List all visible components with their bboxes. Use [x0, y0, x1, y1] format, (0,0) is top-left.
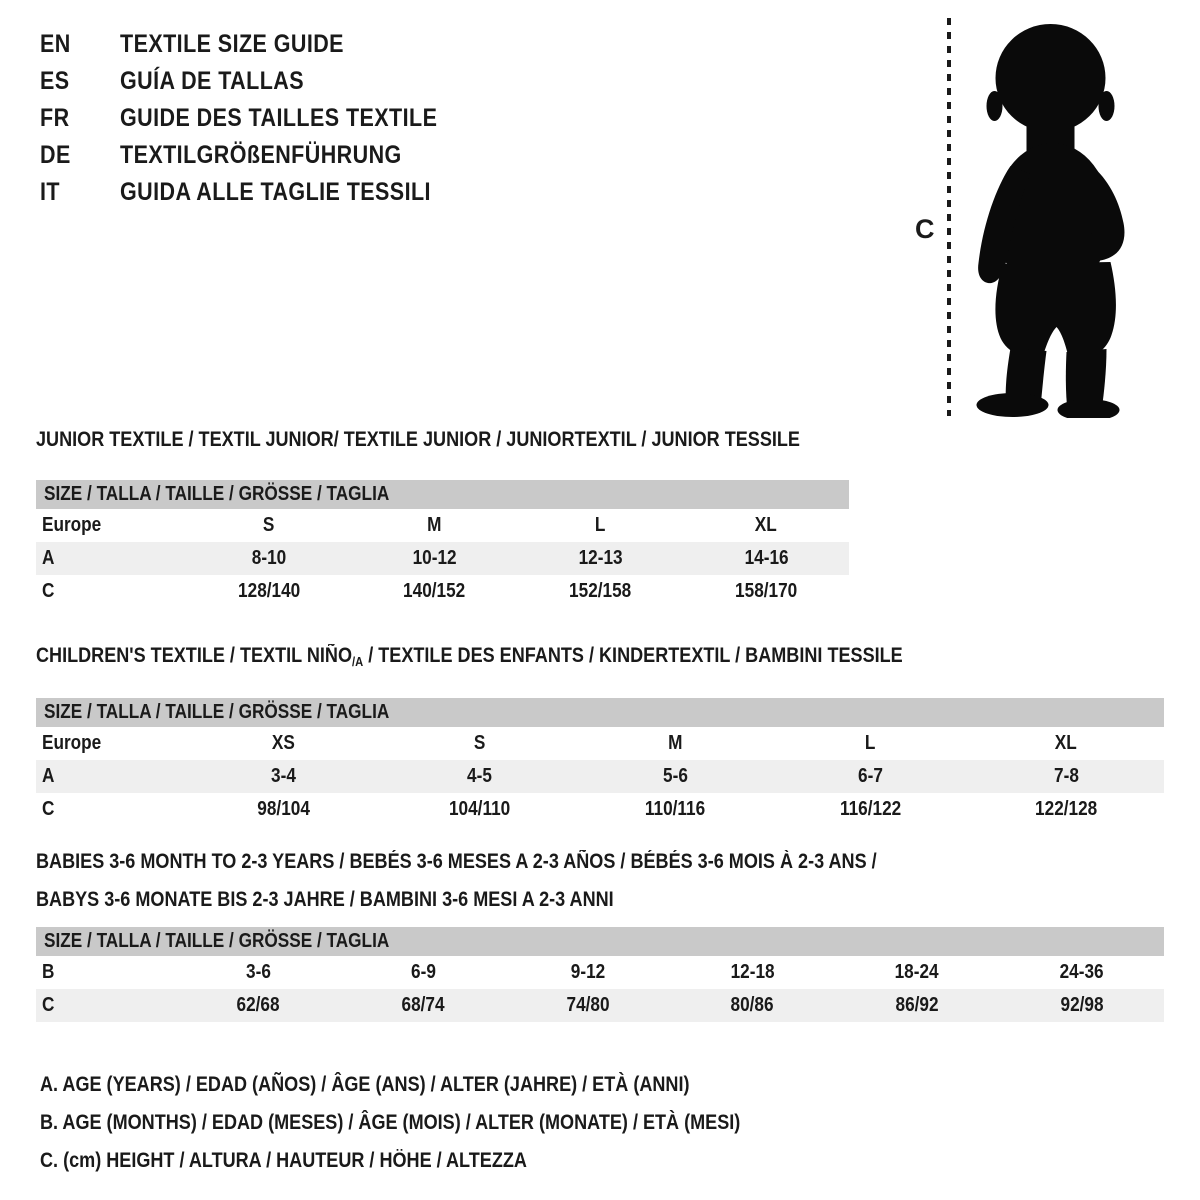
junior-textile-section — [36, 428, 849, 608]
measurement-legend — [40, 1066, 854, 1180]
babies-section-title: BABIES 3-6 MONTH TO 2-3 YEARS / BEBÉS 3-6 MESES A 2-3 AÑOS / BÉBÉS 3-6 MOIS À 2-3 ANS / BABYS 3-6 MONATE BIS 2-3 JAHRE / BAMBINI 3-6 MESI A 2-3 ANNI — [36, 850, 877, 911]
size-value: M — [667, 732, 683, 754]
toddler-silhouette-icon — [964, 18, 1140, 418]
table-row — [36, 542, 849, 575]
height-value: 128/140 — [237, 580, 300, 602]
height-value: 74/80 — [566, 994, 610, 1016]
language-row-en — [40, 26, 489, 63]
height-value: 98/104 — [257, 798, 311, 820]
toddler-silhouette-svg — [964, 18, 1140, 418]
height-value: 62/68 — [236, 994, 280, 1016]
age-value: 12-13 — [578, 547, 623, 569]
row-label: A — [42, 765, 55, 787]
row-label: C — [42, 798, 55, 820]
children-textile-section — [36, 644, 1164, 826]
babies-size-header-bar: SIZE / TALLA / TAILLE / GRÖSSE / TAGLIA — [36, 927, 1164, 956]
age-months-value: 6-9 — [410, 961, 436, 983]
table-row — [36, 760, 1164, 793]
height-value: 116/122 — [839, 798, 902, 820]
table-row — [36, 989, 1164, 1022]
language-title: TEXTILE SIZE GUIDE — [120, 30, 344, 58]
language-row-de — [40, 137, 489, 174]
children-section-title: CHILDREN'S TEXTILE / TEXTIL $NIÑO_{/A}$ / TEXTILE DES ENFANTS / KINDERTEXTIL / BAMBINI TESSILE — [36, 644, 903, 669]
age-value: 4-5 — [466, 765, 492, 787]
language-title: GUÍA DE TALLAS — [120, 67, 304, 95]
height-value: 140/152 — [403, 580, 466, 602]
height-value: 68/74 — [401, 994, 445, 1016]
size-value: XL — [755, 514, 778, 536]
age-months-value: 18-24 — [894, 961, 939, 983]
language-title: TEXTILGRÖßENFÜHRUNG — [120, 141, 402, 169]
row-label: C — [42, 580, 55, 602]
height-value: 80/86 — [730, 994, 774, 1016]
row-label: A — [42, 547, 55, 569]
height-value: 110/116 — [644, 798, 706, 820]
age-value: 3-4 — [271, 765, 297, 787]
legend-age-years: A. AGE (YEARS) / EDAD (AÑOS) / ÂGE (ANS) / ALTER (JAHRE) / ETÀ (ANNI) — [40, 1073, 690, 1096]
height-value: 92/98 — [1060, 994, 1104, 1016]
language-code: EN — [40, 30, 71, 58]
language-row-it — [40, 174, 489, 211]
language-code: FR — [40, 104, 70, 132]
table-row — [36, 956, 1164, 989]
junior-size-header-bar: SIZE / TALLA / TAILLE / GRÖSSE / TAGLIA — [36, 480, 849, 509]
nino-a-subscript: /A — [352, 654, 364, 669]
language-code: DE — [40, 141, 71, 169]
table-row — [36, 509, 849, 542]
age-value: 5-6 — [662, 765, 688, 787]
row-label: Europe — [42, 732, 102, 754]
age-months-value: 12-18 — [730, 961, 775, 983]
language-row-es — [40, 63, 489, 100]
height-value: 158/170 — [735, 580, 798, 602]
size-value: L — [865, 732, 876, 754]
language-code: IT — [40, 178, 60, 206]
table-row — [36, 575, 849, 608]
age-value: 7-8 — [1053, 765, 1079, 787]
height-measure-dashed-line — [947, 18, 951, 416]
babies-textile-section — [36, 843, 1164, 1022]
row-label: Europe — [42, 514, 102, 536]
age-months-value: 3-6 — [245, 961, 271, 983]
height-value: 104/110 — [448, 798, 511, 820]
age-months-value: 24-36 — [1059, 961, 1104, 983]
row-label: B — [42, 961, 55, 983]
language-title: GUIDE DES TAILLES TEXTILE — [120, 104, 438, 132]
table-row — [36, 793, 1164, 826]
size-value: M — [427, 514, 442, 536]
size-value: L — [595, 514, 606, 536]
height-label-c: C — [915, 214, 935, 244]
row-label: C — [42, 994, 55, 1016]
height-value: 86/92 — [895, 994, 939, 1016]
language-title-list — [40, 26, 489, 211]
age-value: 10-12 — [412, 547, 457, 569]
table-row — [36, 727, 1164, 760]
age-months-value: 9-12 — [570, 961, 605, 983]
age-value: 6-7 — [858, 765, 884, 787]
language-row-fr — [40, 100, 489, 137]
size-value: S — [473, 732, 486, 754]
legend-height-cm: C. (cm) HEIGHT / ALTURA / HAUTEUR / HÖHE / ALTEZZA — [40, 1149, 527, 1172]
age-value: 8-10 — [251, 547, 287, 569]
junior-section-title: JUNIOR TEXTILE / TEXTIL JUNIOR/ TEXTILE JUNIOR / JUNIORTEXTIL / JUNIOR TESSILE — [36, 428, 800, 451]
language-code: ES — [40, 67, 70, 95]
size-value: XL — [1055, 732, 1078, 754]
height-value: 152/158 — [569, 580, 632, 602]
children-size-header-bar: SIZE / TALLA / TAILLE / GRÖSSE / TAGLIA — [36, 698, 1164, 727]
height-value: 122/128 — [1035, 798, 1098, 820]
language-title: GUIDA ALLE TAGLIE TESSILI — [120, 178, 431, 206]
legend-age-months: B. AGE (MONTHS) / EDAD (MESES) / ÂGE (MOIS) / ALTER (MONATE) / ETÀ (MESI) — [40, 1111, 741, 1134]
age-value: 14-16 — [744, 547, 789, 569]
size-value: S — [263, 514, 275, 536]
size-value: XS — [272, 732, 296, 754]
